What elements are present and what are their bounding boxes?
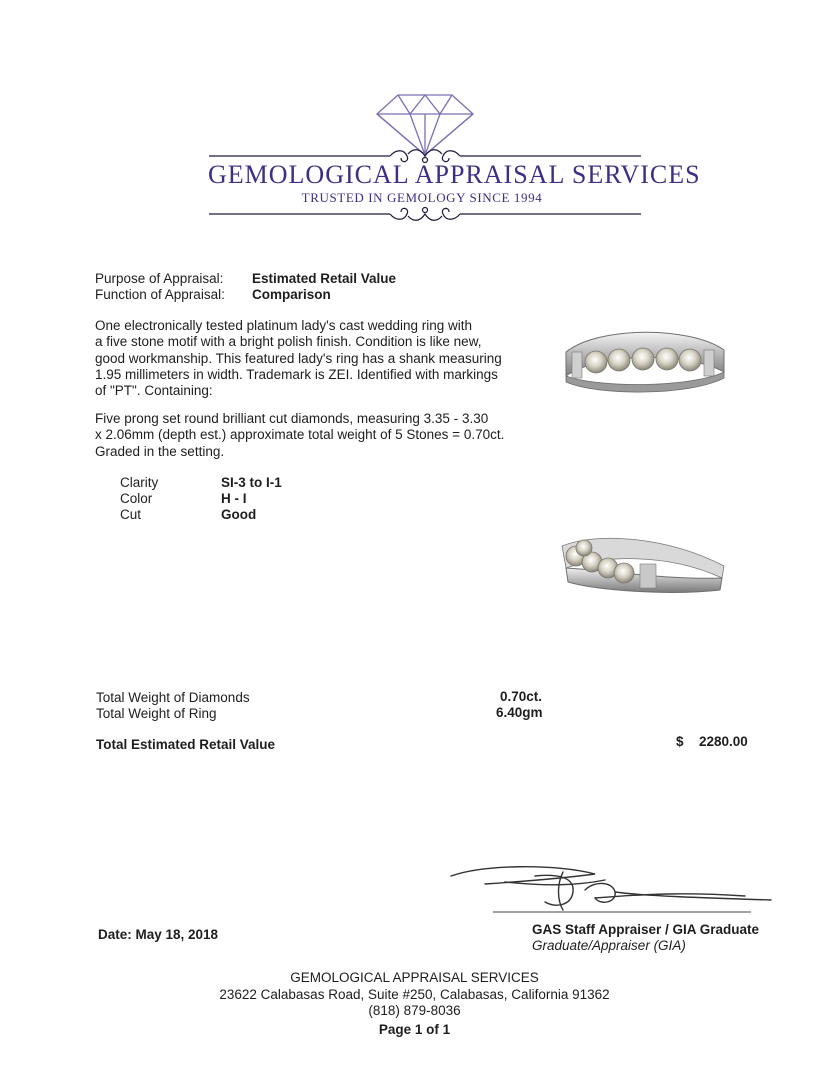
diamond-line: x 2.06mm (depth est.) approximate total weight of 5 Stones = 0.70ct.	[95, 427, 505, 443]
total-ring-value: 6.40gm	[496, 705, 543, 720]
company-name: GEMOLOGICAL APPRAISAL SERVICES	[208, 160, 701, 189]
total-diamonds-label: Total Weight of Diamonds	[96, 690, 250, 705]
bottom-ornament-rule	[209, 208, 641, 221]
page-number: Page 1 of 1	[378, 1021, 451, 1037]
clarity-value: SI-3 to I-1	[221, 475, 282, 490]
description-line: a five stone motif with a bright polish finish. Condition is like new,	[95, 334, 482, 350]
footer-phone: (818) 879-8036	[368, 1003, 461, 1018]
diamond-line: Graded in the setting.	[95, 443, 225, 459]
color-value: H - I	[221, 491, 247, 506]
appraiser-signature	[445, 862, 775, 920]
ring-description	[95, 318, 502, 399]
appraiser-subtitle: Graduate/Appraiser (GIA)	[532, 938, 686, 953]
clarity-label: Clarity	[120, 475, 159, 490]
description-line: of "PT". Containing:	[95, 383, 213, 399]
function-value: Comparison	[252, 287, 331, 302]
total-diamonds-value: 0.70ct.	[500, 689, 543, 704]
company-tagline: TRUSTED IN GEMOLOGY SINCE 1994	[301, 190, 543, 205]
page-footer	[0, 970, 829, 1038]
description-line: 1.95 millimeters in width. Trademark is ZEI. Identified with markings	[95, 366, 498, 382]
appraisal-date: Date: May 18, 2018	[98, 927, 219, 942]
company-logo	[205, 88, 701, 228]
footer-address: 23622 Calabasas Road, Suite #250, Calabasas, California 91362	[219, 986, 610, 1002]
cut-label: Cut	[120, 507, 142, 522]
footer-company: GEMOLOGICAL APPRAISAL SERVICES	[290, 970, 539, 985]
description-line: One electronically tested platinum lady's cast wedding ring with	[95, 318, 473, 333]
purpose-value: Estimated Retail Value	[252, 271, 397, 286]
total-ring-label: Total Weight of Ring	[96, 706, 217, 721]
currency-symbol: $	[676, 734, 684, 749]
diamond-icon	[377, 95, 473, 155]
diamond-line: Five prong set round brilliant cut diamonds, measuring 3.35 - 3.30	[95, 411, 489, 426]
purpose-label: Purpose of Appraisal:	[95, 271, 224, 286]
description-line: good workmanship. This featured lady's ring has a shank measuring	[95, 350, 502, 366]
ring-photo-angled	[556, 526, 728, 606]
function-label: Function of Appraisal:	[95, 287, 225, 302]
total-retail-label: Total Estimated Retail Value	[96, 737, 276, 752]
total-retail-value: 2280.00	[699, 734, 748, 749]
ring-photo-front	[558, 322, 730, 406]
appraiser-title: GAS Staff Appraiser / GIA Graduate	[532, 922, 760, 937]
color-label: Color	[120, 491, 153, 506]
diamond-description	[95, 411, 504, 460]
cut-value: Good	[221, 507, 257, 522]
